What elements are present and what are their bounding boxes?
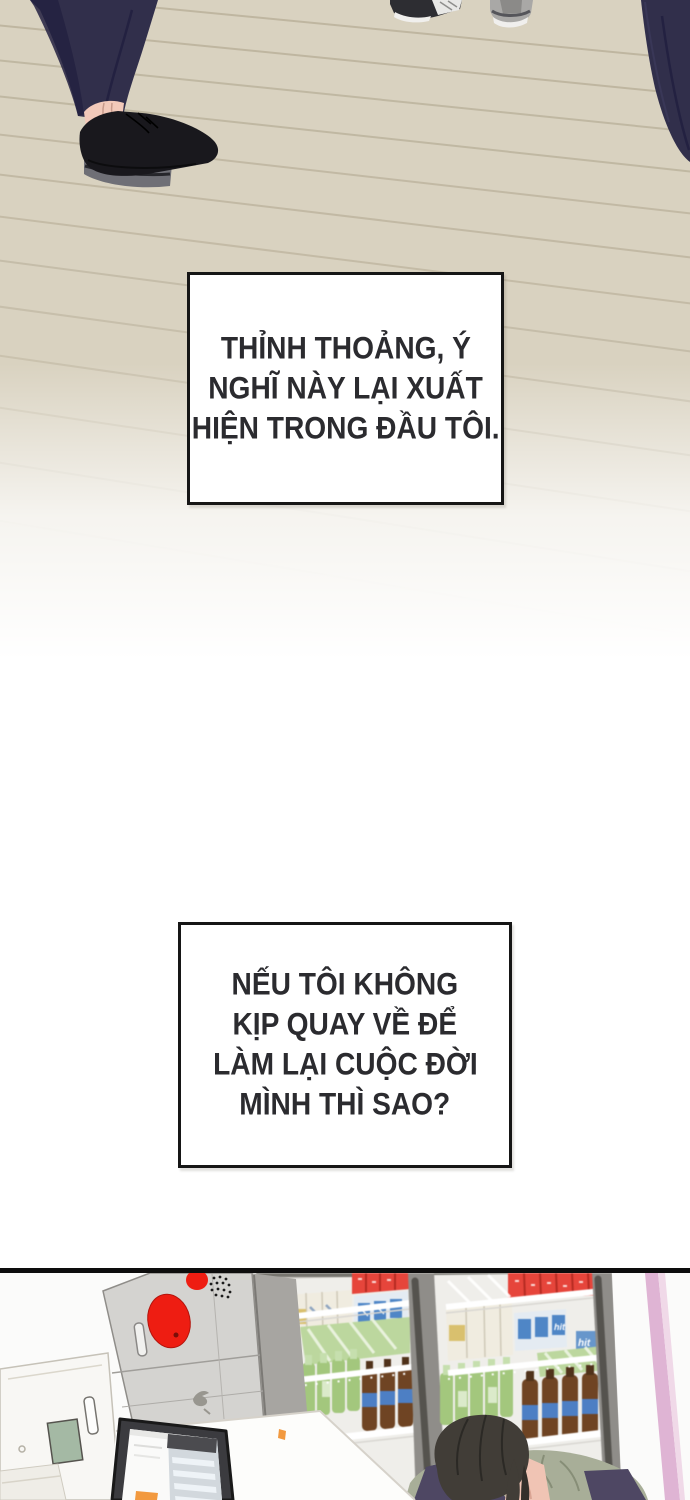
pos-monitor [112,1419,233,1500]
caption-2-line-4: MÌNH THÌ SAO? [239,1087,451,1123]
caption-1-line-2: NGHĨ NÀY LẠI XUẤT [208,371,483,406]
beer-can-label-text: hit [554,1322,565,1332]
caption-2-line-1: NẾU TÔI KHÔNG [231,967,459,1003]
right-wall [612,1273,690,1500]
caption-box-1 [187,272,504,505]
store-scene-art [0,1273,690,1500]
caption-box-2 [178,922,512,1168]
caption-1-line-1: THỈNH THOẢNG, Ý [220,331,471,366]
alarm-button-mark [174,1333,179,1338]
safe-cabinet [103,1273,308,1437]
left-machine [0,1353,120,1500]
beer-can-label-text: hit [578,1338,591,1349]
caption-1-line-3: HIỆN TRONG ĐẦU TÔI. [191,411,500,446]
beige-can-label [449,1325,465,1341]
machine-screen [47,1419,82,1464]
caption-2-line-2: KỊP QUAY VỀ ĐỂ [232,1007,458,1043]
panel-store-scene [0,1273,690,1500]
caption-2-line-3: LÀM LẠI CUỘC ĐỜI [212,1047,478,1083]
